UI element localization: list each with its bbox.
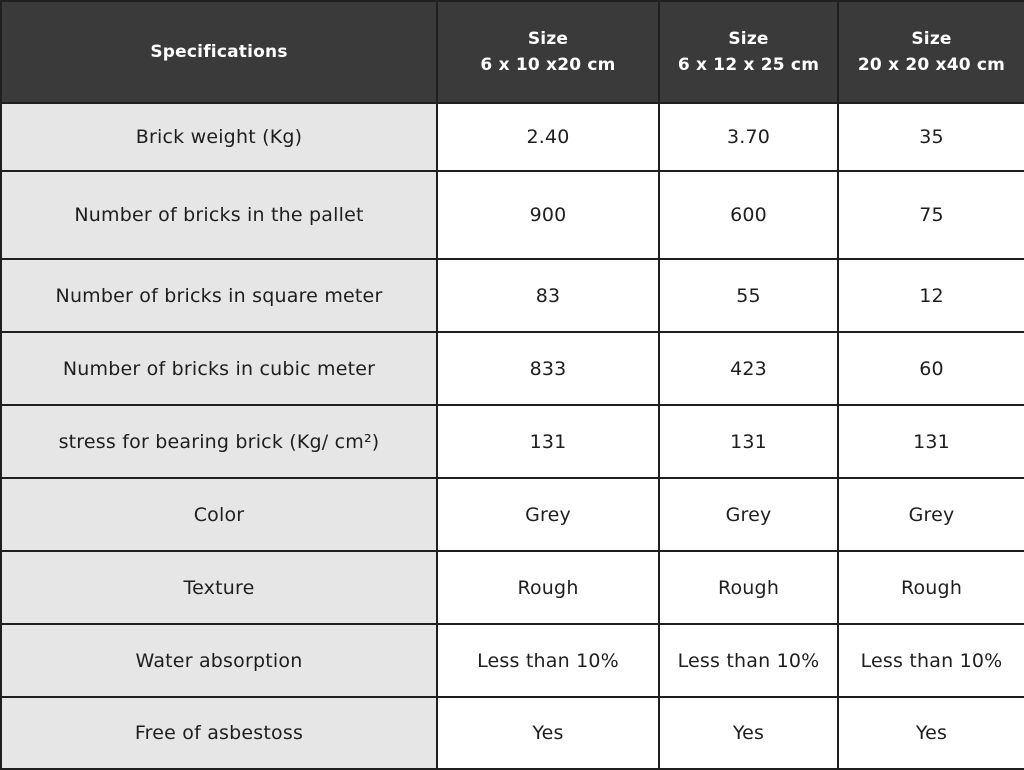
table-cell: Rough <box>437 551 659 624</box>
header-size-col-3-dims: 20 x 20 x40 cm <box>857 55 1006 75</box>
header-row <box>1 1 1024 103</box>
table-cell: 83 <box>437 259 659 332</box>
table-cell: Grey <box>659 478 838 551</box>
table-cell: Yes <box>437 697 659 769</box>
table-row <box>1 624 1024 697</box>
table-cell: 35 <box>838 103 1024 171</box>
table-row <box>1 478 1024 551</box>
header-size-col-3 <box>838 1 1024 103</box>
header-size-col-2-dims: 6 x 12 x 25 cm <box>677 55 820 75</box>
table-row <box>1 405 1024 478</box>
table-cell: Grey <box>838 478 1024 551</box>
table-row <box>1 332 1024 405</box>
row-label-water-absorption: Water absorption <box>1 624 437 697</box>
header-size-col-1-dims: 6 x 10 x20 cm <box>480 55 616 75</box>
table-cell: 423 <box>659 332 838 405</box>
table-cell: 131 <box>659 405 838 478</box>
table-cell: Rough <box>838 551 1024 624</box>
row-label-bricks-in-pallet: Number of bricks in the pallet <box>1 171 437 259</box>
header-size-col-2-label: Size <box>728 29 769 49</box>
table-cell: Grey <box>437 478 659 551</box>
header-specifications: Specifications <box>1 1 437 103</box>
table-row <box>1 259 1024 332</box>
table-cell: Yes <box>659 697 838 769</box>
table-row <box>1 103 1024 171</box>
row-label-bricks-in-square-meter: Number of bricks in square meter <box>1 259 437 332</box>
table-cell: Rough <box>659 551 838 624</box>
table-cell: 60 <box>838 332 1024 405</box>
row-label-bricks-in-cubic-meter: Number of bricks in cubic meter <box>1 332 437 405</box>
table-cell: 131 <box>838 405 1024 478</box>
table-row <box>1 171 1024 259</box>
table-cell: 833 <box>437 332 659 405</box>
row-label-texture: Texture <box>1 551 437 624</box>
table-cell: 900 <box>437 171 659 259</box>
header-size-col-2 <box>659 1 838 103</box>
table-cell: 3.70 <box>659 103 838 171</box>
header-size-col-1 <box>437 1 659 103</box>
header-size-col-3-label: Size <box>911 29 952 49</box>
table-cell: 131 <box>437 405 659 478</box>
row-label-color: Color <box>1 478 437 551</box>
table-cell: Less than 10% <box>659 624 838 697</box>
table-cell: 12 <box>838 259 1024 332</box>
header-size-col-1-label: Size <box>527 29 569 49</box>
table-cell: Less than 10% <box>838 624 1024 697</box>
table-row <box>1 697 1024 769</box>
table-cell: 75 <box>838 171 1024 259</box>
table-cell: 55 <box>659 259 838 332</box>
row-label-bearing-stress: stress for bearing brick (Kg/ cm²) <box>1 405 437 478</box>
table-cell: Less than 10% <box>437 624 659 697</box>
table-cell: 600 <box>659 171 838 259</box>
table-row <box>1 551 1024 624</box>
row-label-brick-weight: Brick weight (Kg) <box>1 103 437 171</box>
table-cell: Yes <box>838 697 1024 769</box>
row-label-free-of-asbestos: Free of asbestoss <box>1 697 437 769</box>
table-cell: 2.40 <box>437 103 659 171</box>
